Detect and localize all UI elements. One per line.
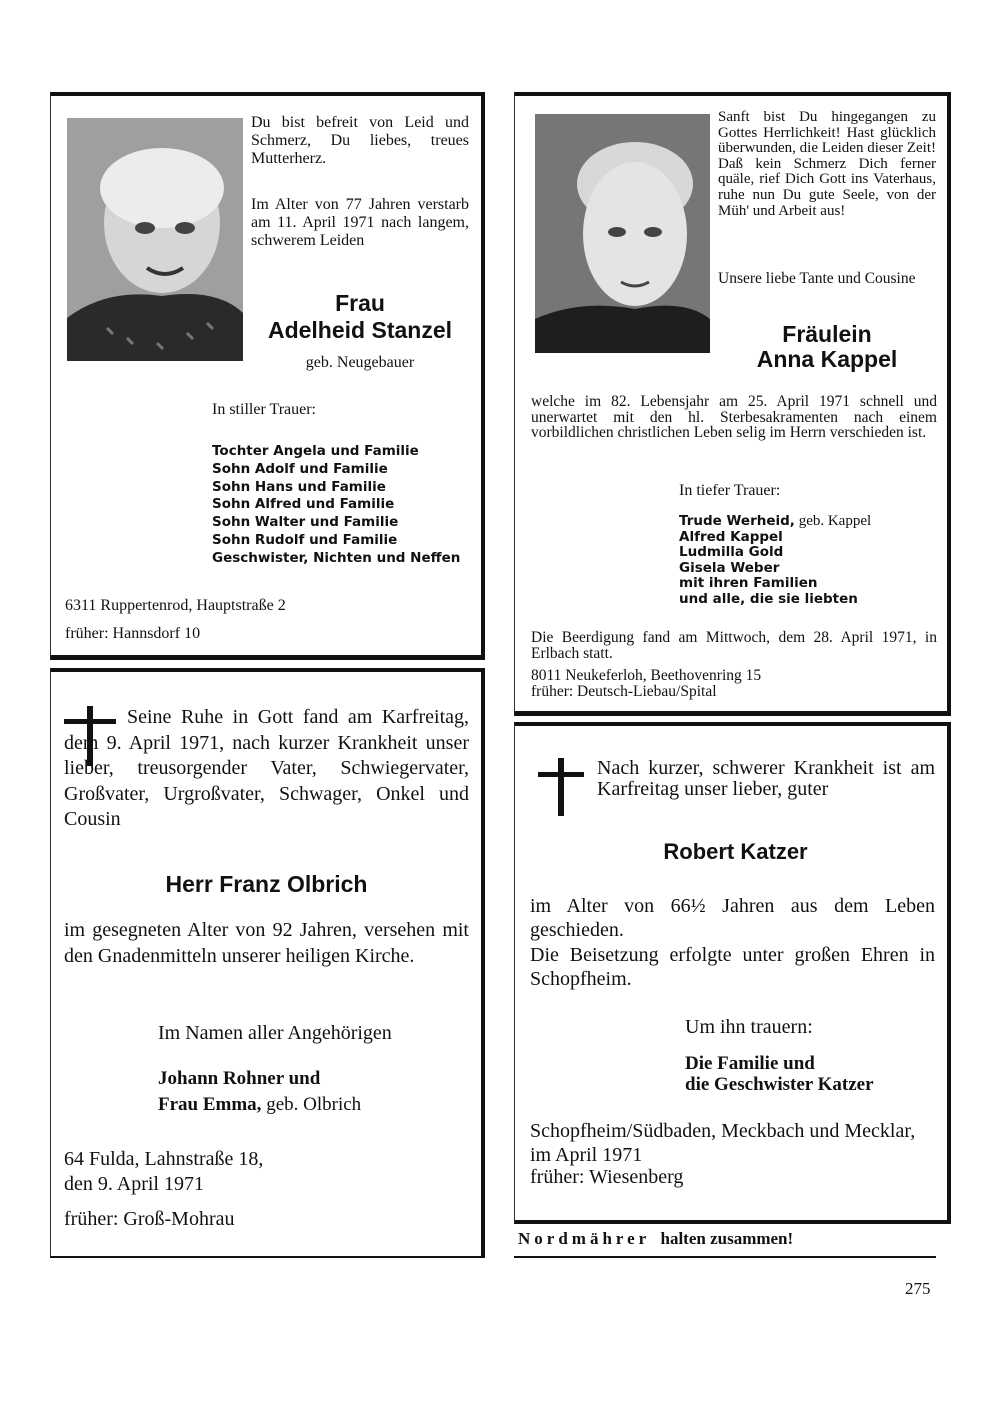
portrait-stanzel-image bbox=[67, 118, 243, 361]
olbrich-mourner-line-1: Johann Rohner und bbox=[158, 1068, 321, 1089]
list-item bbox=[679, 513, 871, 530]
kappel-title: Fräulein bbox=[782, 321, 872, 347]
olbrich-mourning-heading: Im Namen aller Angehörigen bbox=[158, 1022, 392, 1044]
stanzel-address: 6311 Ruppertenrod, Hauptstraße 2 bbox=[65, 597, 286, 614]
katzer-burial: Die Beisetzung erfolgte unter großen Ehren in Schopfheim. bbox=[530, 944, 935, 990]
olbrich-address-line-1: 64 Fulda, Lahnstraße 18, bbox=[64, 1148, 264, 1170]
kappel-address: 8011 Neukeferloh, Beethovenring 15 bbox=[531, 667, 762, 684]
portrait-photo-kappel bbox=[535, 114, 710, 353]
list-item: Sohn Adolf und Familie bbox=[212, 460, 388, 477]
list-item: und alle, die sie liebten bbox=[679, 590, 858, 607]
stanzel-former-address: früher: Hannsdorf 10 bbox=[65, 625, 201, 642]
stanzel-title: Frau bbox=[335, 290, 385, 316]
list-item: Alfred Kappel bbox=[679, 528, 783, 545]
portrait-photo-stanzel bbox=[67, 118, 243, 361]
list-item: Tochter Angela und Familie bbox=[212, 443, 419, 459]
olbrich-address-line-2: den 9. April 1971 bbox=[64, 1173, 204, 1195]
kappel-mourner-first: Trude Werheid, bbox=[679, 513, 795, 529]
list-item: Sohn Hans und Familie bbox=[212, 478, 386, 495]
list-item: Ludmilla Gold bbox=[679, 544, 784, 561]
olbrich-name: Herr Franz Olbrich bbox=[165, 871, 368, 897]
kappel-mourners-list bbox=[679, 513, 871, 608]
cross-katzer-icon bbox=[536, 756, 586, 818]
list-item: Sohn Walter und Familie bbox=[212, 514, 399, 531]
olbrich-former-address: früher: Groß-Mohrau bbox=[64, 1208, 235, 1230]
slogan bbox=[518, 1229, 793, 1248]
katzer-text: im Alter von 66½ Jahren aus dem Leben geschieden. bbox=[530, 895, 935, 941]
list-item: Gisela Weber bbox=[679, 559, 780, 576]
kappel-verse: Sanft bist Du hingegangen zu Gottes Herrlichkeit! Hast glücklich überwunden, die Leiden dieser Zeit! Daß kein Schmerz Dich ferner quäle, rief Dich Gott ins Vaterhaus, ruhe nun Du gute Seele, von der Müh' und Arbeit aus! bbox=[718, 109, 936, 219]
olbrich-intro: Seine Ruhe in Gott fand am Karfreitag, dem 9. April 1971, nach kurzer Krankheit unser lieber, treusorgender Vater, Schwiegervater, Großvater, Urgroßvater, Schwager, Onkel und Cousin bbox=[64, 706, 469, 831]
stanzel-age-text: Im Alter von 77 Jahren verstarb am 11. April 1971 nach langem, schwerem Leiden bbox=[251, 196, 469, 249]
kappel-mourning-heading: In tiefer Trauer: bbox=[679, 482, 781, 499]
stanzel-name: Adelheid Stanzel bbox=[267, 317, 453, 343]
portrait-kappel-image bbox=[535, 114, 710, 353]
olbrich-mourner-name: Frau Emma, bbox=[158, 1094, 262, 1115]
kappel-text: welche im 82. Lebensjahr am 25. April 1971 schnell und unerwartet mit den hl. Sterbesakramenten nach einem vorbildlichen christlichen Leben selig im Herrn verschieden ist. bbox=[531, 393, 937, 442]
stanzel-mourners-list bbox=[212, 443, 460, 568]
katzer-address: Schopfheim/Südbaden, Meckbach und Mecklar, im April 1971 bbox=[530, 1120, 916, 1166]
list-item: Sohn Alfred und Familie bbox=[212, 496, 395, 513]
slogan-word-2: halten zusammen! bbox=[660, 1229, 794, 1248]
cross-icon bbox=[536, 756, 586, 818]
katzer-mourning-heading: Um ihn trauern: bbox=[685, 1016, 813, 1038]
kappel-name: Anna Kappel bbox=[756, 346, 898, 372]
katzer-former-address: früher: Wiesenberg bbox=[530, 1166, 684, 1188]
kappel-mourner-first-born: geb. Kappel bbox=[794, 513, 872, 529]
page-number: 275 bbox=[905, 1279, 931, 1298]
olbrich-mourner-born: geb. Olbrich bbox=[261, 1094, 362, 1115]
katzer-intro: Nach kurzer, schwerer Krankheit ist am Karfreitag unser lieber, guter bbox=[597, 757, 935, 801]
list-item: mit ihren Familien bbox=[679, 575, 818, 592]
list-item: Sohn Rudolf und Familie bbox=[212, 531, 398, 548]
kappel-intro: Unsere liebe Tante und Cousine bbox=[718, 270, 916, 287]
katzer-mourner-line-1: Die Familie und bbox=[685, 1053, 815, 1074]
katzer-mourner-line-2: die Geschwister Katzer bbox=[685, 1074, 874, 1095]
kappel-funeral: Die Beerdigung fand am Mittwoch, dem 28. April 1971, in Erlbach statt. bbox=[531, 629, 937, 662]
slogan-rule bbox=[514, 1256, 936, 1258]
olbrich-text: im gesegneten Alter von 92 Jahren, versehen mit den Gnadenmitteln unserer heiligen Kirche. bbox=[64, 919, 469, 967]
kappel-former-address: früher: Deutsch-Liebau/Spital bbox=[531, 683, 717, 700]
slogan-word-1: Nordmährer bbox=[518, 1229, 651, 1248]
katzer-name: Robert Katzer bbox=[663, 839, 808, 864]
stanzel-born: geb. Neugebauer bbox=[305, 354, 415, 371]
list-item: Geschwister, Nichten und Neffen bbox=[212, 549, 461, 566]
stanzel-verse: Du bist befreit von Leid und Schmerz, Du liebes, treues Mutterherz. bbox=[251, 114, 469, 167]
olbrich-mourner-line-2 bbox=[158, 1094, 361, 1115]
stanzel-mourning-heading: In stiller Trauer: bbox=[212, 401, 316, 418]
